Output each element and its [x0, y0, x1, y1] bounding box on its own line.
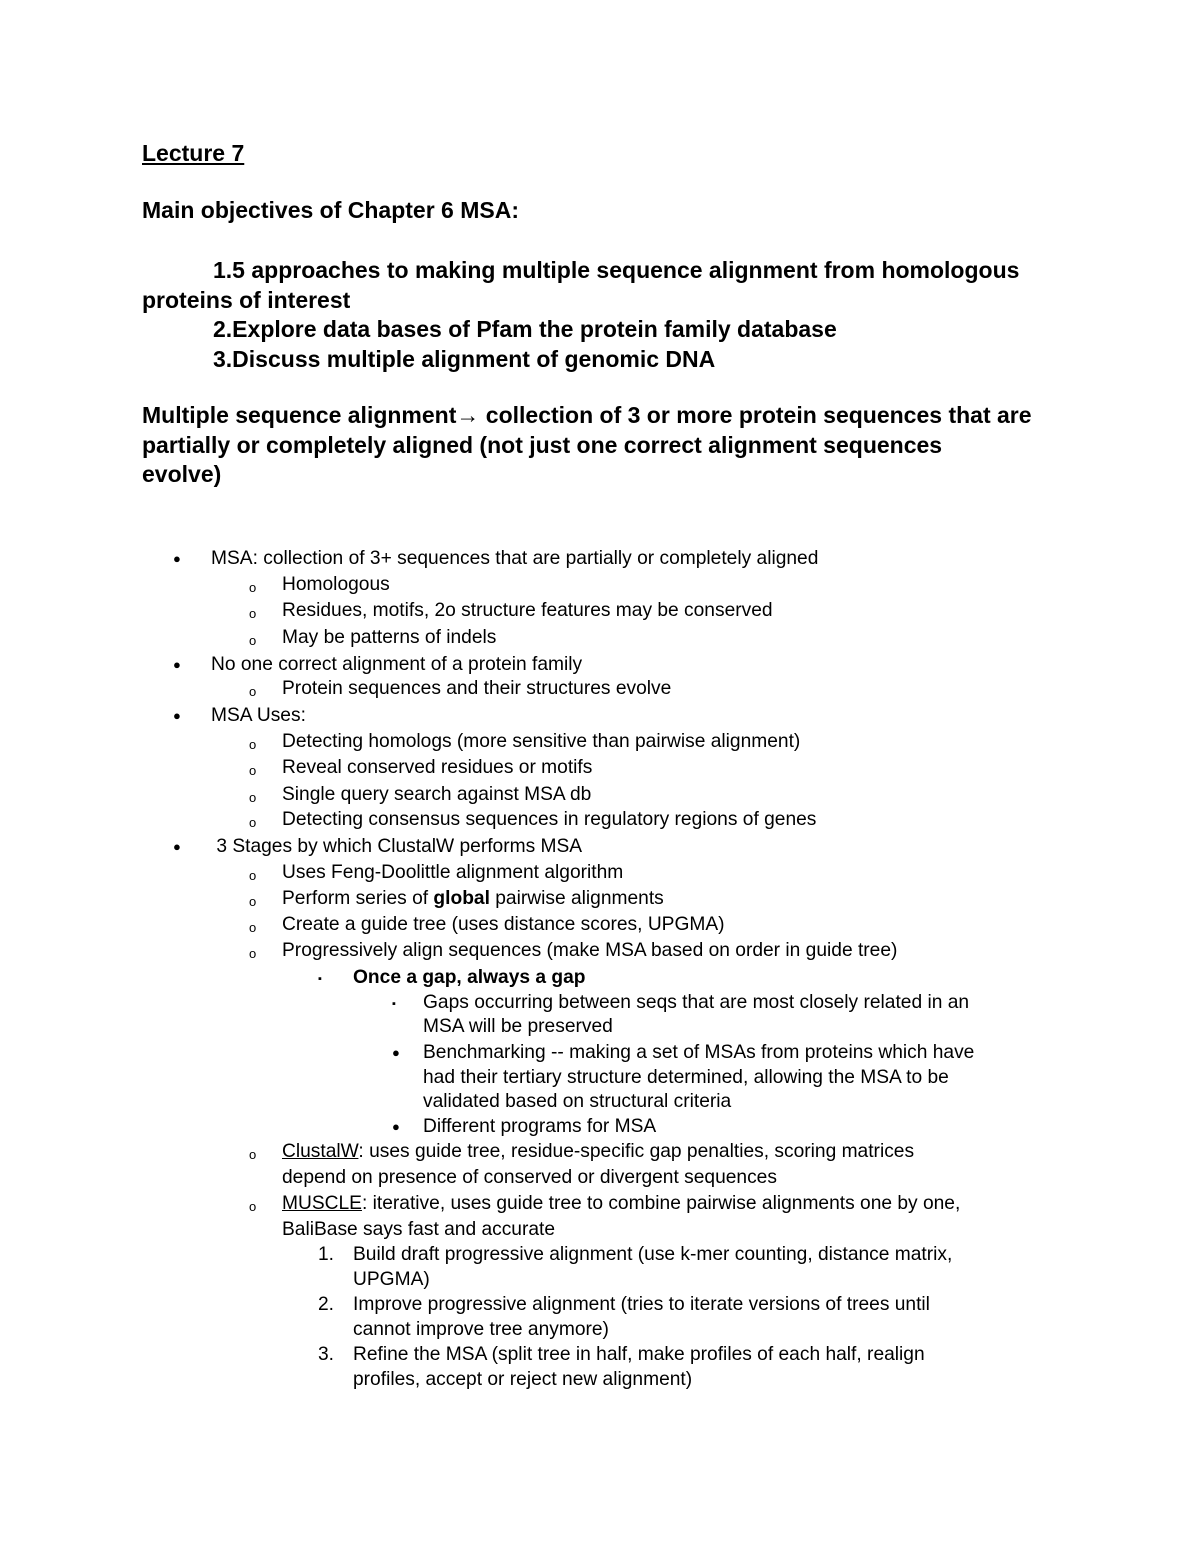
- definition-line: Multiple sequence alignment→ collection of 3 or more protein sequences that are: [142, 402, 1032, 428]
- objectives-list: [142, 256, 1102, 374]
- bullet-circle: o: [249, 606, 257, 621]
- number-label: 1.: [318, 1244, 335, 1265]
- objectives-heading: Main objectives of Chapter 6 MSA:: [142, 197, 520, 223]
- objective-2: 2.Explore data bases of Pfam the protein family database: [213, 316, 837, 342]
- muscle-term: MUSCLE: [282, 1193, 362, 1214]
- bullet-circle: o: [249, 790, 257, 805]
- definition-line: evolve): [142, 461, 222, 487]
- bullet-square: ▪: [318, 973, 322, 985]
- bullet-dot: ●: [173, 657, 181, 672]
- bullet-circle: o: [249, 868, 257, 883]
- bullet-dot: ●: [173, 551, 181, 566]
- bullet-circle: o: [249, 1199, 257, 1214]
- objective-3: 3.Discuss multiple alignment of genomic DNA: [213, 345, 716, 372]
- definition-line: partially or completely aligned (not just one correct alignment sequences: [142, 431, 943, 458]
- bullet-dot: ●: [173, 708, 181, 723]
- objective-1-cont: proteins of interest: [142, 286, 351, 313]
- bullet-circle: o: [249, 763, 257, 778]
- lecture-title: Lecture 7: [142, 140, 245, 166]
- number-label: 3.: [318, 1344, 335, 1365]
- number-label: 2.: [318, 1294, 335, 1315]
- bullet-circle: o: [249, 580, 257, 595]
- objective-1: 1.5 approaches to making multiple sequence alignment from homologous: [213, 257, 1020, 283]
- bullet-circle: o: [249, 684, 257, 699]
- bullet-square: ▪: [392, 998, 396, 1010]
- bullet-circle: o: [249, 946, 257, 961]
- bullet-circle: o: [249, 894, 257, 909]
- bullet-dot: ●: [392, 1045, 400, 1060]
- document-page: Lecture 7 Main objectives of Chapter 6 MSA: 1.5 approaches to making multiple sequence alignment from homologous proteins of interest 2.Explore data bases of Pfam the protein family database 3.Discuss multiple alignment of genomic DNA Multiple sequence alignment→ collection of 3 or more protein sequences that are partially or completely aligned (not just one correct alignment sequences evolve) ● MSA: collection of 3+ sequences that are partially or completely aligned o Homologous o Residues, motifs, 2o structure features may be conserved o May be patterns of indels ● No one correct alignment of a protein family o Protein sequences and their structures evolve ● MSA Uses: o Detecting homologs (more sensitive than pairwise alignment) o Reveal conserved residues or motifs o Single query search against MSA db o Detecting consensus sequences in regulatory regions of genes ● 3 Stages by which ClustalW performs MSA o Uses Feng-Doolittle alignment algorithm o Perform series of global pairwise alignments o Create a guide tree (uses distance scores, UPGMA) o Progressively align sequences (make MSA based on order in guide tree) ▪ Once a gap, always a gap ▪ Gaps occurring between seqs that are most closely related in an MSA will be preserved ● Benchmarking -- making a set of MSAs from proteins which have had their tertiary structure determined, allowing the MSA to be validated based on structural criteria ● Different programs for MSA o ClustalW: uses guide tree, residue-specific gap penalties, scoring matrices depend on presence of conserved or divergent sequences o MUSCLE: iterative, uses guide tree to combine pairwise alignments one by one, BaliBase says fast and accurate 1. Build draft progressive alignment (use k-mer counting, distance matrix, UPGMA) 2. Improve progressive alignment (tries to iterate versions of trees until cannot improve tree anymore) 3. Refine the MSA (split tree in half, make profiles of each half, realign profiles, accept or reject new alignment): [0, 0, 1200, 1553]
- bullet-circle: o: [249, 737, 257, 752]
- bullet-circle: o: [249, 815, 257, 830]
- bullet-dot: ●: [392, 1119, 400, 1134]
- msa-definition: [142, 401, 1092, 490]
- clustalw-term: ClustalW: [282, 1141, 359, 1162]
- bullet-circle: o: [249, 920, 257, 935]
- bullet-dot: ●: [173, 839, 181, 854]
- bullet-circle: o: [249, 1147, 257, 1162]
- bullet-circle: o: [249, 633, 257, 648]
